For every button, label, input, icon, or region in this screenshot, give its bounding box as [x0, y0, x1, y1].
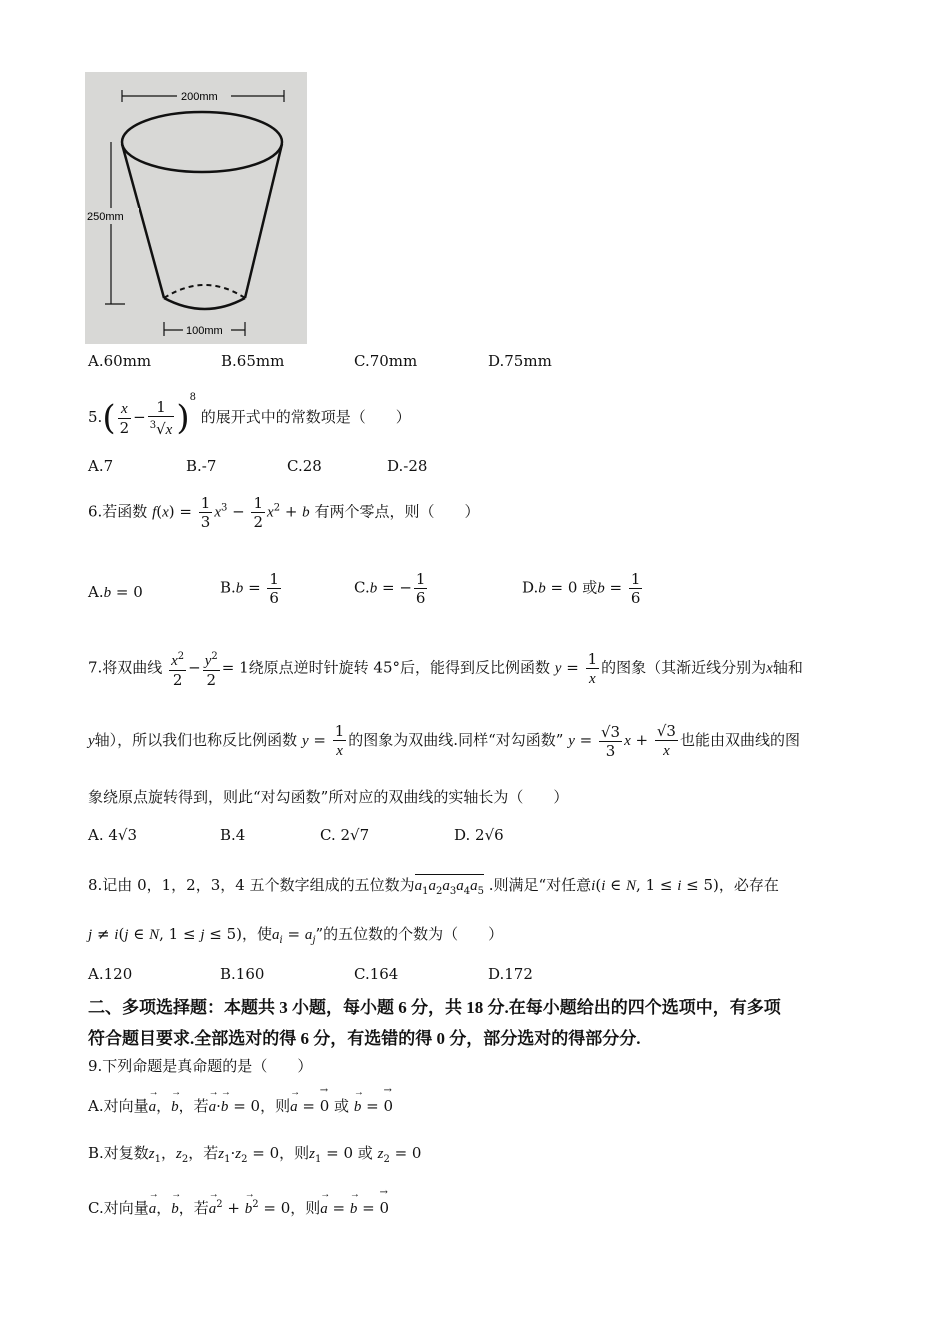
q6-option-b: B.b = $\frac{1}{6}$ — [220, 570, 279, 607]
question-8-line-2: j ≠ i(j ∈ N, 1 ≤ j ≤ 5)，使$a_i = a_j$”的五位数的个数为（ ） — [88, 925, 504, 946]
q4-option-d: D.75mm — [488, 352, 552, 370]
q9-option-a: A.对向量→ a，→ b，若→ a·→ b = 0，则→ a = → 0 或 → b = → 0 — [88, 1095, 393, 1116]
question-7-line-3: 象绕原点旋转得到，则此“对勾函数”所对应的双曲线的实轴长为（ ） — [88, 788, 569, 806]
q6-text: 有两个零点，则（ ） — [314, 502, 480, 521]
q9-option-c: C.对向量→ a，→ b，若→ $a^2$ + → $b^2 = 0$，则→ a = → b = → 0 — [88, 1197, 389, 1218]
question-6: 6.若函数 f(x) = $\frac{1}{3}$ $x^3$ − $\frac{1}{2}$ $x^2 + b$ 有两个零点，则（ ） — [88, 494, 480, 531]
q8-option-d: D.172 — [488, 965, 533, 983]
q8-option-a: A.120 — [88, 965, 133, 983]
bottom-width-label: 100mm — [186, 325, 223, 337]
section-2-heading-line-1: 二、多项选择题：本题共 3 小题，每小题 6 分，共 18 分.在每小题给出的四个选项中，有多项 — [88, 998, 781, 1017]
q4-option-b: B.65mm — [221, 352, 285, 370]
question-9-stem: 9.下列命题是真命题的是（ ） — [88, 1057, 313, 1075]
q6-option-c: C.b = − $\frac{1}{6}$ — [354, 570, 426, 607]
section-2-heading-line-2: 符合题目要求.全部选对的得 6 分，有选错的得 0 分，部分选对的得部分分. — [88, 1029, 641, 1048]
q7-option-a: A. 4√3 — [88, 826, 138, 844]
q8-option-b: B.160 — [220, 965, 265, 983]
q5-option-b: B.-7 — [186, 457, 217, 475]
q5-text: 的展开式中的常数项是（ ） — [200, 408, 411, 426]
q4-option-a: A.60mm — [88, 352, 152, 370]
q6-option-a: A.b = 0 — [88, 583, 143, 601]
q5-number: 5. — [88, 408, 103, 426]
q7-option-c: C. 2√7 — [320, 826, 370, 844]
question-7-line-1: 7.将双曲线 $\frac{x^2}{2}$ − $\frac{y^2}{2}$ = 1绕原点逆时针旋转 45°后，能得到反比例函数 y = $\frac{1}{x}$ 的图象（其渐近线分别为x轴和 — [88, 649, 803, 689]
q6-number: 6.若函数 — [88, 502, 148, 521]
q7-option-d: D. 2√6 — [454, 826, 504, 844]
question-7-line-2: y轴），所以我们也称反比例函数 y = $\frac{1}{x}$ 的图象为双曲线.同样“对勾函数” y = $\frac{√3}{3}$ x + $\frac{√3}{x}$ 也能由双曲线的图 — [88, 722, 800, 760]
question-8-line-1: 8.记由 0，1，2，3，4 五个数字组成的五位数为$a_1a_2a_3a_4a_5$ .则满足“对任意i(i ∈ N, 1 ≤ i ≤ 5)，必存在 — [88, 876, 779, 897]
q5-option-d: D.-28 — [387, 457, 428, 475]
question-5: 5.( $\frac{x}{2}$ − $\frac{1}{^3√x}$ )$^8$ 的展开式中的常数项是（ ） — [88, 392, 411, 438]
q7-option-b: B.4 — [220, 826, 246, 844]
q5-option-c: C.28 — [287, 457, 322, 475]
q9-option-b: B.对复数$z_1$，$z_2$，若$z_1\cdot z_2 = 0$，则$z_1 = 0$ 或 $z_2 = 0$ — [88, 1144, 422, 1165]
top-width-label: 200mm — [181, 91, 218, 103]
q6-option-d: D.b = 0 或b = $\frac{1}{6}$ — [522, 570, 641, 607]
bucket-diagram — [85, 72, 307, 344]
q4-option-c: C.70mm — [354, 352, 418, 370]
bucket-figure — [85, 72, 307, 344]
q8-option-c: C.164 — [354, 965, 399, 983]
q5-option-a: A.7 — [88, 457, 114, 475]
height-label: 250mm — [87, 211, 124, 223]
